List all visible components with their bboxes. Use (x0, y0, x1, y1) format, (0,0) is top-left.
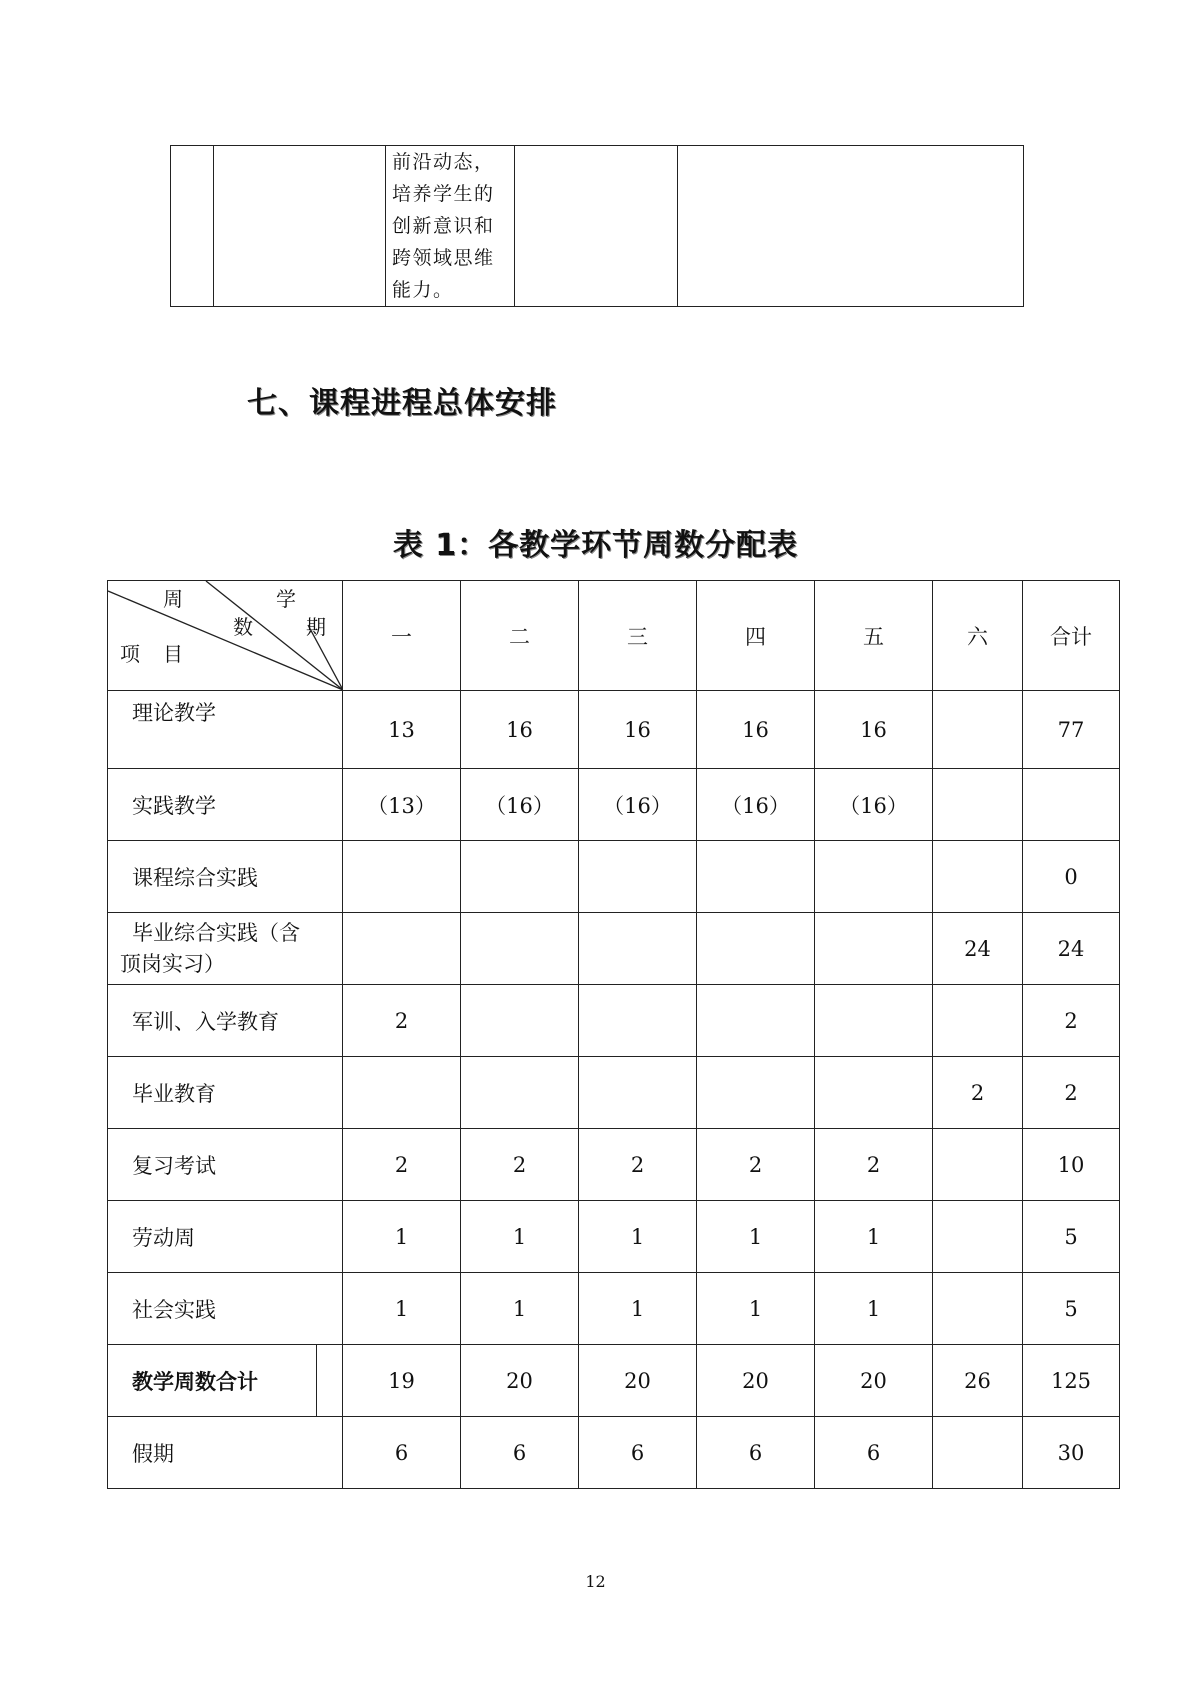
table-cell: 20 (461, 1345, 579, 1417)
table-cell: 26 (933, 1345, 1023, 1417)
table-row (108, 1417, 1120, 1489)
continuation-table (170, 145, 1024, 307)
table-cell: 20 (815, 1345, 933, 1417)
row-label: 理论教学 (108, 691, 343, 769)
table-cell (933, 1273, 1023, 1345)
row-label: 复习考试 (108, 1129, 343, 1201)
table-cell (697, 985, 815, 1057)
table-cell (933, 769, 1023, 841)
table-cell: 30 (1023, 1417, 1120, 1489)
table-cell (933, 841, 1023, 913)
table-cell: 0 (1023, 841, 1120, 913)
table-cell: 1 (343, 1201, 461, 1273)
table-row-total (108, 1345, 1120, 1417)
table-cell (461, 841, 579, 913)
row-label: 课程综合实践 (108, 841, 343, 913)
column-header-semester-3: 三 (579, 581, 697, 691)
table-cell: 16 (697, 691, 815, 769)
table-cell: 1 (697, 1273, 815, 1345)
table-cell: （16） (579, 769, 697, 841)
table-header-row (108, 581, 1120, 691)
table-cell (343, 1057, 461, 1129)
table-cell: 1 (579, 1273, 697, 1345)
table-cell: 125 (1023, 1345, 1120, 1417)
table-cell: 10 (1023, 1129, 1120, 1201)
table-cell: 77 (1023, 691, 1120, 769)
table-cell: 2 (697, 1129, 815, 1201)
diag-label-qi: 期 (306, 615, 326, 639)
table-cell: 2 (579, 1129, 697, 1201)
table-cell: 1 (815, 1201, 933, 1273)
table-cell: 20 (697, 1345, 815, 1417)
table-cell (343, 841, 461, 913)
diag-label-zhou: 周 (163, 587, 183, 611)
table-cell: 1 (461, 1273, 579, 1345)
table-row (108, 1201, 1120, 1273)
table-row (108, 691, 1120, 769)
table-cell: 19 (343, 1345, 461, 1417)
table-cell (815, 1057, 933, 1129)
table-cell: 1 (343, 1273, 461, 1345)
table-cell: 13 (343, 691, 461, 769)
diag-label-xiang: 项 (120, 642, 140, 666)
continuation-cell (171, 146, 214, 307)
table-cell: 1 (461, 1201, 579, 1273)
table-cell: 6 (343, 1417, 461, 1489)
table-cell: （16） (461, 769, 579, 841)
continuation-text-line: 跨领域思维 (392, 247, 495, 269)
row-label: 军训、入学教育 (108, 985, 343, 1057)
table-cell: 24 (1023, 913, 1120, 985)
table-cell: 1 (815, 1273, 933, 1345)
table-cell: 2 (343, 985, 461, 1057)
row-label (108, 913, 343, 985)
diag-label-xue: 学 (276, 587, 296, 611)
continuation-text-line: 能力。 (392, 279, 454, 301)
table-cell: 16 (461, 691, 579, 769)
page-number: 12 (585, 1572, 606, 1591)
row-label-line: 毕业综合实践（含 (132, 920, 300, 945)
table-cell: 2 (1023, 1057, 1120, 1129)
table-cell: 6 (579, 1417, 697, 1489)
table-cell: 24 (933, 913, 1023, 985)
table-cell (933, 1129, 1023, 1201)
table-cell: 20 (579, 1345, 697, 1417)
table-cell: 6 (697, 1417, 815, 1489)
table-cell (1023, 769, 1120, 841)
column-header-semester-1: 一 (343, 581, 461, 691)
table-cell: 2 (1023, 985, 1120, 1057)
section-heading: 七、课程进程总体安排 (247, 386, 557, 421)
table-cell (815, 841, 933, 913)
table-cell: 16 (579, 691, 697, 769)
continuation-cell (678, 146, 1024, 307)
inner-cell-divider (316, 1345, 317, 1416)
row-label: 实践教学 (108, 769, 343, 841)
table-cell (815, 913, 933, 985)
diag-label-shu: 数 (233, 615, 253, 639)
table-cell (697, 913, 815, 985)
table-cell (697, 841, 815, 913)
table-cell (933, 691, 1023, 769)
column-header-semester-5: 五 (815, 581, 933, 691)
table-cell: 2 (933, 1057, 1023, 1129)
continuation-text-line: 创新意识和 (392, 215, 495, 237)
table-cell (461, 1057, 579, 1129)
table-row (108, 841, 1120, 913)
row-label: 假期 (108, 1417, 343, 1489)
row-label: 毕业教育 (108, 1057, 343, 1129)
diagonal-header-cell (108, 581, 343, 691)
row-label-line: 顶岗实习） (120, 951, 225, 976)
table-cell: 2 (815, 1129, 933, 1201)
column-header-total: 合计 (1023, 581, 1120, 691)
row-label (108, 1345, 343, 1417)
table-cell: 1 (697, 1201, 815, 1273)
continuation-text-cell (386, 146, 515, 307)
table-cell (579, 1057, 697, 1129)
row-label: 社会实践 (108, 1273, 343, 1345)
table-cell: 5 (1023, 1273, 1120, 1345)
column-header-semester-4: 四 (697, 581, 815, 691)
table-cell: 2 (461, 1129, 579, 1201)
row-label-text: 教学周数合计 (132, 1369, 258, 1394)
table-cell: 5 (1023, 1201, 1120, 1273)
table-cell (933, 1417, 1023, 1489)
table-cell: 1 (579, 1201, 697, 1273)
table-cell (461, 985, 579, 1057)
continuation-cell (214, 146, 386, 307)
week-allocation-table (107, 580, 1120, 1489)
table-cell (579, 985, 697, 1057)
table-cell (697, 1057, 815, 1129)
continuation-cell (515, 146, 678, 307)
table-cell: 16 (815, 691, 933, 769)
table-cell (933, 1201, 1023, 1273)
table-cell: （13） (343, 769, 461, 841)
table-cell: （16） (815, 769, 933, 841)
table-cell: 6 (461, 1417, 579, 1489)
table-row (108, 1273, 1120, 1345)
table-row (108, 913, 1120, 985)
table-cell (343, 913, 461, 985)
table-cell (579, 913, 697, 985)
table-row (108, 1057, 1120, 1129)
table-row (108, 1129, 1120, 1201)
table-row (108, 985, 1120, 1057)
column-header-semester-6: 六 (933, 581, 1023, 691)
table-cell (579, 841, 697, 913)
table-title: 表 1：各教学环节周数分配表 (392, 528, 799, 563)
table-cell (815, 985, 933, 1057)
table-cell: 6 (815, 1417, 933, 1489)
table-cell (461, 913, 579, 985)
diag-label-mu: 目 (163, 642, 183, 666)
row-label: 劳动周 (108, 1201, 343, 1273)
continuation-row (171, 146, 1024, 307)
table-cell (933, 985, 1023, 1057)
continuation-text-line: 前沿动态， (392, 151, 495, 173)
continuation-text-line: 培养学生的 (392, 183, 495, 205)
column-header-semester-2: 二 (461, 581, 579, 691)
table-cell: 2 (343, 1129, 461, 1201)
table-cell: （16） (697, 769, 815, 841)
table-row (108, 769, 1120, 841)
